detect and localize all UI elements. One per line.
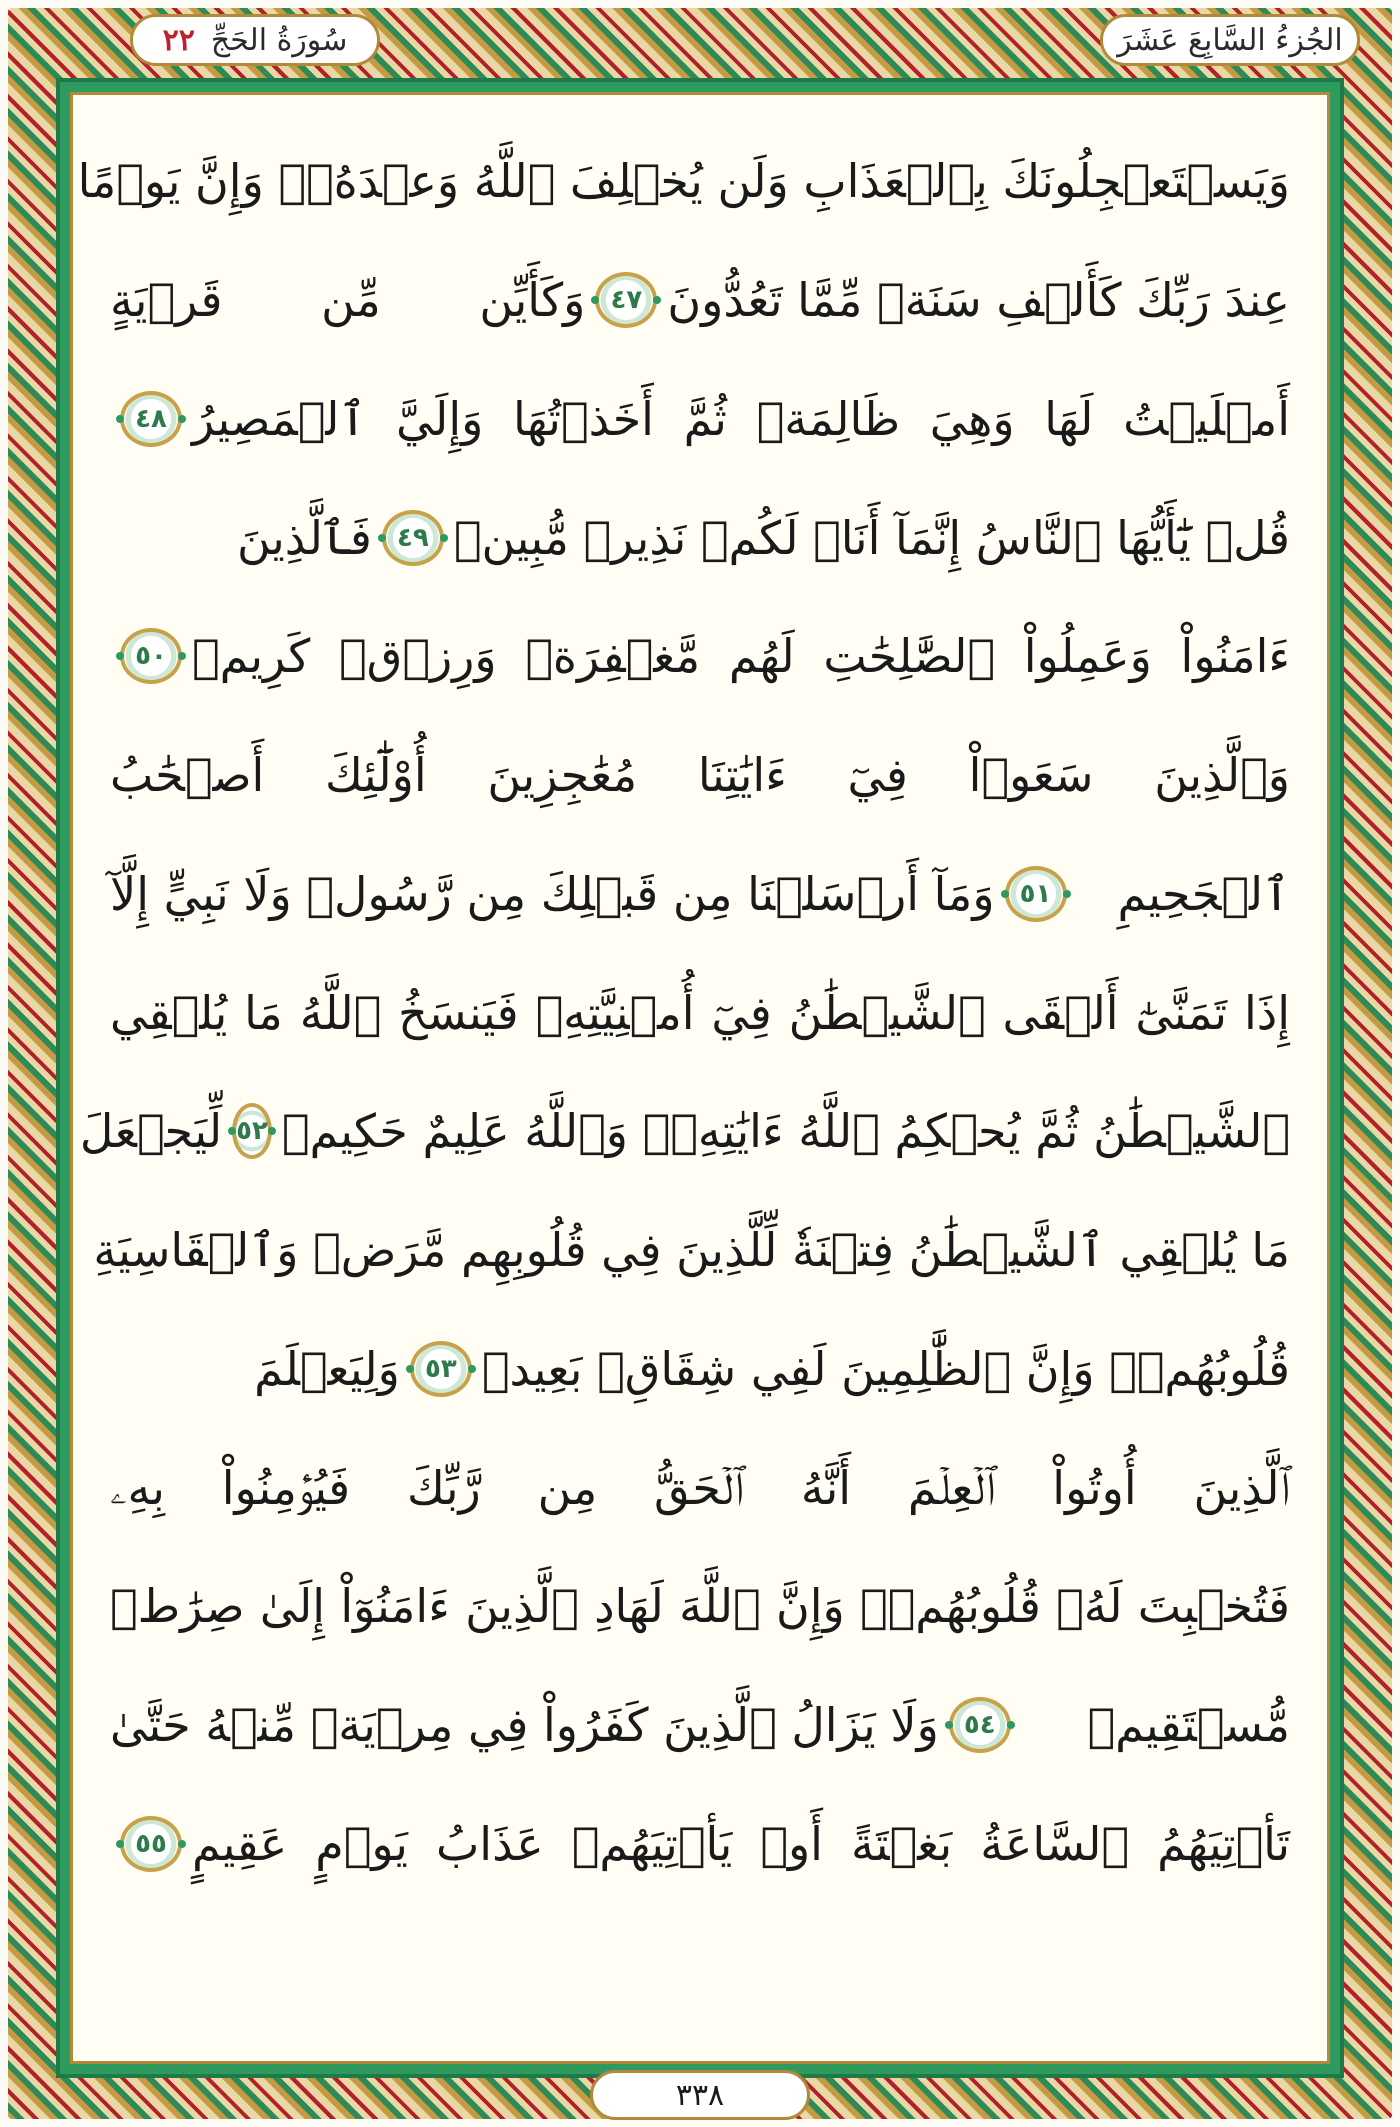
page-number: [590, 2070, 810, 2120]
text-line: [110, 716, 1290, 835]
quran-text-lines: [77, 122, 1290, 2022]
ayah-number-marker: ٥٠: [120, 628, 182, 684]
surah-label: سُورَةُ الحَجِّ: [210, 22, 348, 58]
line-text: وَيَسۡتَعۡجِلُونَكَ بِٱلۡعَذَابِ وَلَن يُخۡلِفَ ٱللَّهُ وَعۡدَهُۥۚ وَإِنَّ يَوۡمًا: [77, 154, 1290, 209]
ayah-number-marker: ٥٣: [410, 1341, 472, 1397]
juz-label: الجُزءُ السَّابِعَ عَشَرَ: [1117, 22, 1343, 58]
ayah-number-marker: ٥٢: [232, 1103, 272, 1159]
text-line: [110, 1666, 1290, 1785]
surah-number: ٢٢: [162, 22, 195, 58]
line-text: أَمۡلَيۡتُ لَهَا وَهِيَ ظَالِمَةٞ ثُمَّ أَخَذۡتُهَا وَإِلَيَّ ٱلۡمَصِيرُ: [192, 391, 1290, 446]
line-text: قُلۡ يَٰٓأَيُّهَا ٱلنَّاسُ إِنَّمَآ أَنَا۠ لَكُمۡ نَذِيرٞ مُّبِينٞ: [453, 510, 1290, 565]
ayah-number-marker: ٥٥: [120, 1816, 182, 1872]
line-text: وَٱلَّذِينَ سَعَوۡاْ فِيٓ ءَايَٰتِنَا مُعَٰجِزِينَ أُوْلَٰٓئِكَ أَصۡحَٰبُ: [110, 748, 1290, 803]
text-line: [110, 478, 1290, 597]
line-text-after-marker: فَٱلَّذِينَ: [236, 510, 372, 565]
ayah-number-marker: ٥٤: [949, 1697, 1011, 1753]
line-text: ٱلشَّيۡطَٰنُ ثُمَّ يُحۡكِمُ ٱللَّهُ ءَايَٰتِهِۦۗ وَٱللَّهُ عَلِيمٌ حَكِيمٞ: [281, 1104, 1290, 1159]
text-line: [110, 241, 1290, 360]
line-text-after-marker: وَلِيَعۡلَمَ: [254, 1341, 400, 1396]
text-line: [110, 1310, 1290, 1429]
ayah-number-marker: ٤٨: [120, 391, 182, 447]
line-text-after-marker: وَمَآ أَرۡسَلۡنَا مِن قَبۡلِكَ مِن رَّسُولٖ وَلَا نَبِيٍّ إِلَّآ: [110, 866, 995, 921]
line-text: فَتُخۡبِتَ لَهُۥ قُلُوبُهُمۡۗ وَإِنَّ ٱللَّهَ لَهَادِ ٱلَّذِينَ ءَامَنُوٓاْ إِلَىٰ صِرَٰطٖ: [110, 1579, 1290, 1634]
line-text: قُلُوبُهُمۡۗ وَإِنَّ ٱلظَّٰلِمِينَ لَفِي شِقَاقِۢ بَعِيدٖ: [481, 1341, 1290, 1396]
text-line: [110, 835, 1290, 954]
surah-label-tab: [130, 14, 380, 66]
line-text: إِذَا تَمَنَّىٰٓ أَلۡقَى ٱلشَّيۡطَٰنُ فِيٓ أُمۡنِيَّتِهِۦ فَيَنسَخُ ٱللَّهُ مَا يُلۡقِي: [110, 985, 1290, 1040]
line-text: تَأۡتِيَهُمُ ٱلسَّاعَةُ بَغۡتَةً أَوۡ يَأۡتِيَهُمۡ عَذَابُ يَوۡمٍ عَقِيمٍ: [192, 1816, 1290, 1871]
text-line: [110, 360, 1290, 479]
text-line: [110, 1785, 1290, 1904]
text-line: [110, 953, 1290, 1072]
ayah-number-marker: ٤٩: [382, 510, 444, 566]
ayah-number-marker: ٥١: [1005, 866, 1067, 922]
line-text: عِندَ رَبِّكَ كَأَلۡفِ سَنَةٖ مِّمَّا تَعُدُّونَ: [667, 273, 1290, 328]
line-text: ٱلۡجَحِيمِ: [1117, 866, 1290, 921]
line-text: مُّسۡتَقِيمٖ: [1087, 1698, 1290, 1753]
juz-label-tab: [1100, 14, 1360, 66]
text-line: [110, 1547, 1290, 1666]
line-text-after-marker: وَلَا يَزَالُ ٱلَّذِينَ كَفَرُواْ فِي مِرۡيَةٖ مِّنۡهُ حَتَّىٰ: [110, 1698, 939, 1753]
text-line: [77, 122, 1290, 241]
line-text: مَا يُلۡقِي ٱلشَّيۡطَٰنُ فِتۡنَةٗ لِّلَّذِينَ فِي قُلُوبِهِم مَّرَضٞ وَٱلۡقَاسِيَةِ: [93, 1223, 1290, 1278]
line-text-after-marker: وَكَأَيِّن مِّن قَرۡيَةٍ: [110, 273, 586, 328]
page-number-value: ٣٣٨: [675, 2077, 725, 2113]
text-line: [110, 1428, 1290, 1547]
text-line: [79, 1072, 1290, 1191]
line-text-after-marker: لِّيَجۡعَلَ: [79, 1104, 223, 1159]
ayah-number-marker: ٤٧: [595, 272, 657, 328]
text-line: [93, 1191, 1290, 1310]
line-text: ءَامَنُواْ وَعَمِلُواْ ٱلصَّٰلِحَٰتِ لَهُم مَّغۡفِرَةٞ وَرِزۡقٞ كَرِيمٞ: [192, 629, 1290, 684]
line-text: ٱلَّذِينَ أُوتُواْ ٱلۡعِلۡمَ أَنَّهُ ٱلۡحَقُّ مِن رَّبِّكَ فَيُؤۡمِنُواْ بِهِۦ: [110, 1460, 1290, 1515]
text-line: [110, 597, 1290, 716]
